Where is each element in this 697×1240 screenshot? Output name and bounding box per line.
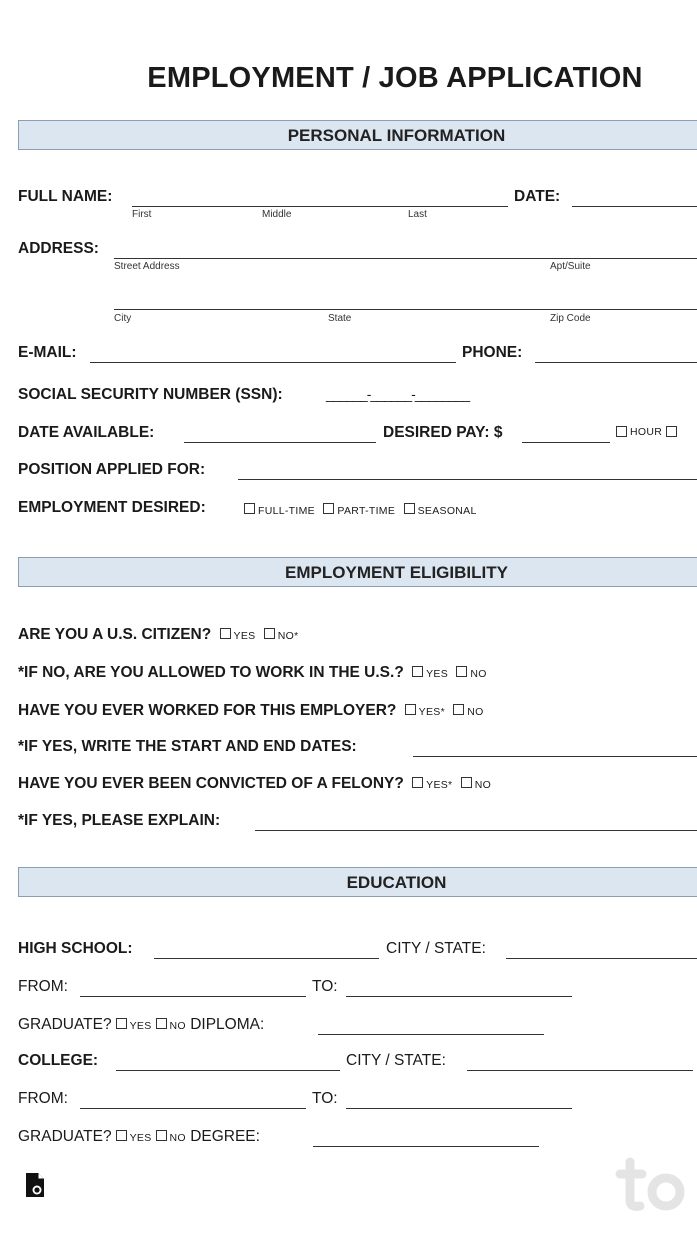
part-time-label: PART-TIME xyxy=(337,505,396,517)
section-header-personal xyxy=(18,120,697,150)
desired-pay-field[interactable] xyxy=(522,442,610,443)
employment-desired-label: EMPLOYMENT DESIRED: xyxy=(18,499,206,516)
worked-yes-checkbox[interactable] xyxy=(405,704,416,715)
date-available-field[interactable] xyxy=(184,442,376,443)
ssn-field[interactable]: ______-______-________ xyxy=(326,386,470,402)
date-label: DATE: xyxy=(514,188,561,205)
section-title-personal: PERSONAL INFORMATION xyxy=(287,126,506,145)
college-graduate-yes-label: YES xyxy=(129,1132,152,1144)
felony-yes-label: YES* xyxy=(426,779,453,791)
citizen-no-checkbox[interactable] xyxy=(264,628,275,639)
hs-graduate-yes-checkbox[interactable] xyxy=(116,1018,127,1029)
watermark-logo xyxy=(612,1148,697,1218)
section-header-education xyxy=(18,867,697,897)
first-sublabel: First xyxy=(132,209,152,220)
street-address-field[interactable] xyxy=(114,258,697,259)
worked-yes-label: YES* xyxy=(418,706,445,718)
hs-city-state-label: CITY / STATE: xyxy=(386,940,486,957)
felony-question-text: HAVE YOU EVER BEEN CONVICTED OF A FELONY? xyxy=(18,775,404,792)
page-title: EMPLOYMENT / JOB APPLICATION xyxy=(147,62,643,94)
hour-option-label: HOUR xyxy=(630,426,663,438)
allowed-no-checkbox[interactable] xyxy=(456,666,467,677)
allowed-question-text: *IF NO, ARE YOU ALLOWED TO WORK IN THE U.S.? xyxy=(18,664,404,681)
college-from-label: FROM: xyxy=(18,1090,68,1107)
college-to-field[interactable] xyxy=(346,1108,572,1109)
desired-pay-label: DESIRED PAY: $ xyxy=(383,424,503,441)
ssn-label: SOCIAL SECURITY NUMBER (SSN): xyxy=(18,386,283,403)
hs-from-field[interactable] xyxy=(80,996,306,997)
citizen-no-label: NO* xyxy=(277,630,299,642)
document-icon xyxy=(24,1172,46,1198)
hs-graduate-label: GRADUATE? xyxy=(18,1016,112,1033)
college-graduate-yes-checkbox[interactable] xyxy=(116,1130,127,1141)
hs-from-label: FROM: xyxy=(18,978,68,995)
college-to-label: TO: xyxy=(312,1090,338,1107)
position-field[interactable] xyxy=(238,479,697,480)
allowed-yes-label: YES xyxy=(426,668,449,680)
allowed-no-label: NO xyxy=(470,668,487,680)
college-city-state-field[interactable] xyxy=(467,1070,693,1071)
pay-hour-option[interactable] xyxy=(612,426,680,438)
college-field[interactable] xyxy=(116,1070,340,1071)
part-time-checkbox[interactable] xyxy=(323,503,334,514)
employment-type-options xyxy=(240,501,477,519)
middle-sublabel: Middle xyxy=(262,209,292,220)
allowed-yes-checkbox[interactable] xyxy=(412,666,423,677)
college-graduate-no-label: NO xyxy=(169,1132,186,1144)
diploma-field[interactable] xyxy=(318,1034,544,1035)
phone-field[interactable] xyxy=(535,362,697,363)
email-label: E-MAIL: xyxy=(18,344,77,361)
worked-question-text: HAVE YOU EVER WORKED FOR THIS EMPLOYER? xyxy=(18,702,397,719)
hs-to-field[interactable] xyxy=(346,996,572,997)
hour-checkbox[interactable] xyxy=(616,426,627,437)
citizen-question xyxy=(18,626,299,644)
felony-no-label: NO xyxy=(474,779,492,791)
felony-yes-checkbox[interactable] xyxy=(412,777,423,788)
hs-graduate-row xyxy=(18,1016,264,1034)
explain-field[interactable] xyxy=(255,830,697,831)
college-graduate-row xyxy=(18,1128,260,1146)
college-from-field[interactable] xyxy=(80,1108,306,1109)
allowed-question xyxy=(18,664,487,682)
felony-question xyxy=(18,775,491,793)
address-label: ADDRESS: xyxy=(18,240,99,257)
high-school-label: HIGH SCHOOL: xyxy=(18,940,133,957)
college-city-state-label: CITY / STATE: xyxy=(346,1052,446,1069)
state-sublabel: State xyxy=(328,313,352,324)
hs-city-state-field[interactable] xyxy=(506,958,697,959)
worked-no-checkbox[interactable] xyxy=(453,704,464,715)
hs-graduate-yes-label: YES xyxy=(129,1020,152,1032)
phone-label: PHONE: xyxy=(462,344,523,361)
degree-field[interactable] xyxy=(313,1146,539,1147)
zip-sublabel: Zip Code xyxy=(550,313,591,324)
citizen-yes-checkbox[interactable] xyxy=(220,628,231,639)
full-time-checkbox[interactable] xyxy=(244,503,255,514)
seasonal-label: SEASONAL xyxy=(417,505,477,517)
explain-label: *IF YES, PLEASE EXPLAIN: xyxy=(18,812,221,829)
diploma-label: DIPLOMA: xyxy=(190,1016,265,1033)
dates-question: *IF YES, WRITE THE START AND END DATES: xyxy=(18,738,357,755)
street-sublabel: Street Address xyxy=(114,261,180,272)
hs-to-label: TO: xyxy=(312,978,338,995)
full-name-label: FULL NAME: xyxy=(18,188,113,205)
citizen-yes-label: YES xyxy=(233,630,256,642)
high-school-field[interactable] xyxy=(154,958,379,959)
city-state-zip-field[interactable] xyxy=(114,309,697,310)
college-graduate-no-checkbox[interactable] xyxy=(156,1130,167,1141)
full-name-field[interactable] xyxy=(132,206,508,207)
pay-other-checkbox[interactable] xyxy=(666,426,677,437)
date-field[interactable] xyxy=(572,206,697,207)
section-title-education: EDUCATION xyxy=(346,873,447,892)
email-field[interactable] xyxy=(90,362,456,363)
last-sublabel: Last xyxy=(408,209,427,220)
start-end-dates-field[interactable] xyxy=(413,756,697,757)
city-sublabel: City xyxy=(114,313,132,324)
hs-graduate-no-label: NO xyxy=(169,1020,186,1032)
college-graduate-label: GRADUATE? xyxy=(18,1128,112,1145)
position-label: POSITION APPLIED FOR: xyxy=(18,461,206,478)
section-header-eligibility xyxy=(18,557,697,587)
college-label: COLLEGE: xyxy=(18,1052,99,1069)
apt-sublabel: Apt/Suite xyxy=(550,261,591,272)
hs-graduate-no-checkbox[interactable] xyxy=(156,1018,167,1029)
date-available-label: DATE AVAILABLE: xyxy=(18,424,155,441)
seasonal-checkbox[interactable] xyxy=(404,503,415,514)
section-title-eligibility: EMPLOYMENT ELIGIBILITY xyxy=(285,563,508,582)
felony-no-checkbox[interactable] xyxy=(461,777,472,788)
worked-question xyxy=(18,702,484,720)
citizen-question-text: ARE YOU A U.S. CITIZEN? xyxy=(18,626,212,643)
degree-label: DEGREE: xyxy=(190,1128,260,1145)
worked-no-label: NO xyxy=(467,706,484,718)
full-time-label: FULL-TIME xyxy=(258,505,315,517)
